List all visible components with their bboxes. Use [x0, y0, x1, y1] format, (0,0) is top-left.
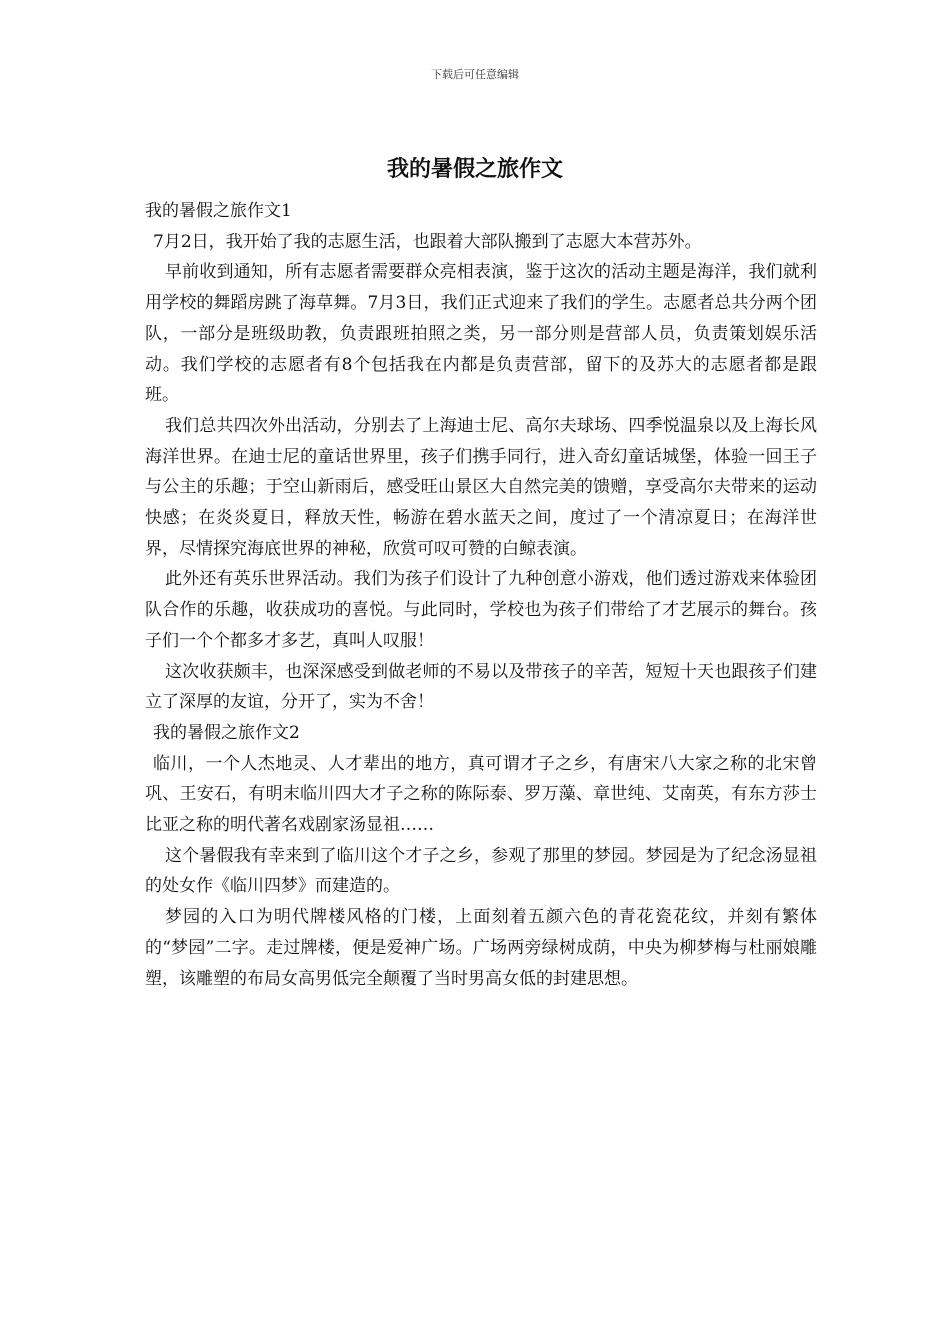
paragraph: 这次收获颇丰，也深深感受到做老师的不易以及带孩子的辛苦，短短十天也跟孩子们建立了深厚的友谊，分开了，实为不舍！	[145, 661, 817, 713]
document-title: 我的暑假之旅作文	[386, 156, 563, 182]
document-body	[145, 196, 817, 994]
paragraph: 临川，一个人杰地灵、人才辈出的地方，真可谓才子之乡，有唐宋八大家之称的北宋曾巩、王安石，有明末临川四大才子之称的陈际泰、罗万藻、章世纯、艾南英，有东方莎士比亚之称的明代著名戏剧家汤显祖……	[145, 753, 817, 836]
page-header-note: 下载后可任意编辑	[431, 68, 519, 81]
paragraph: 此外还有英乐世界活动。我们为孩子们设计了九种创意小游戏，他们透过游戏来体验团队合作的乐趣，收获成功的喜悦。与此同时，学校也为孩子们带给了才艺展示的舞台。孩子们一个个都多才多艺，真叫人叹服！	[145, 569, 817, 651]
section-heading-2: 我的暑假之旅作文2	[153, 722, 300, 743]
paragraph: 7月2日，我开始了我的志愿生活，也跟着大部队搬到了志愿大本营苏外。	[153, 231, 702, 252]
paragraph: 早前收到通知，所有志愿者需要群众亮相表演，鉴于这次的活动主题是海洋，我们就利用学校的舞蹈房跳了海草舞。7月3日，我们正式迎来了我们的学生。志愿者总共分两个团队，一部分是班级助教，负责跟班拍照之类，另一部分则是营部人员，负责策划娱乐活动。我们学校的志愿者有8个包括我在内都是负责营部，留下的及苏大的志愿者都是跟班。	[145, 262, 817, 406]
paragraph: 这个暑假我有幸来到了临川这个才子之乡，参观了那里的梦园。梦园是为了纪念汤显祖的处女作《临川四梦》而建造的。	[145, 845, 817, 897]
section-heading-1: 我的暑假之旅作文1	[145, 201, 292, 221]
paragraph: 梦园的入口为明代牌楼风格的门楼，上面刻着五颜六色的青花瓷花纹，并刻有繁体的“梦园”二字。走过牌楼，便是爱神广场。广场两旁绿树成荫，中央为柳梦梅与杜丽娘雕塑，该雕塑的布局女高男低完全颠覆了当时男高女低的封建思想。	[145, 907, 817, 989]
paragraph: 我们总共四次外出活动，分别去了上海迪士尼、高尔夫球场、四季悦温泉以及上海长风海洋世界。在迪士尼的童话世界里，孩子们携手同行，进入奇幻童话城堡，体验一回王子与公主的乐趣；于空山新雨后，感受旺山景区大自然完美的馈赠，享受高尔夫带来的运动快感；在炎炎夏日，释放天性，畅游在碧水蓝天之间，度过了一个清凉夏日；在海洋世界，尽情探究海底世界的神秘，欣赏可叹可赞的白鲸表演。	[145, 415, 817, 559]
